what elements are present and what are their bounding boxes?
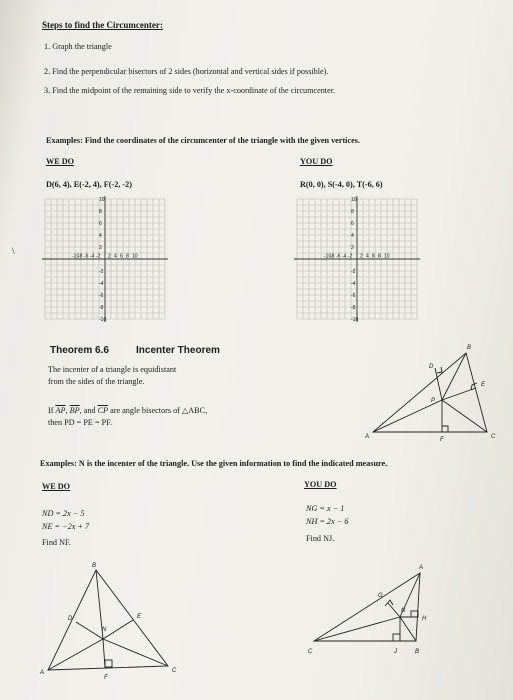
label-c3: C [308,649,313,655]
label-d2: D [68,616,73,622]
grid-you-do-x-tick: -4 [342,253,347,260]
grid-we-do-x-tick: -2 [96,253,101,260]
theorem-line-1: The incenter of a triangle is equidistant [48,365,177,374]
incenter-examples-heading: Examples: N is the incenter of the triangle. Use the given information to find the indicated measure. [40,459,388,468]
segment-bp: $\overline{BP}$ [69,406,80,415]
bisector-ap [373,400,442,432]
we-do-given-2: NE = −2x + 7 [42,522,90,531]
theorem-name: Incenter Theorem [136,345,220,356]
incenter-figure-you-do [308,565,458,675]
cond-and: , and [79,406,96,415]
grid-you-do-x-tick: -6 [336,253,341,260]
bisector-a [48,639,103,670]
we-do-given-1: ND = 2x − 5 [42,509,85,518]
label-b: B [467,345,472,351]
label-e: E [481,382,486,388]
stray-mark: \ [12,246,15,256]
label-p: P [431,398,436,404]
bisector-b3 [400,617,416,641]
grid-you-do-x-tick: -2 [348,253,353,260]
theorem-conclusion: then PD = PE = PF. [48,418,113,427]
label-h3: H [422,616,427,622]
right-angle-f2 [105,660,112,667]
grid-you-do-y-tick: 4 [351,233,354,239]
steps-heading: Steps to find the Circumcenter: [42,20,163,30]
step-3: 3. Find the midpoint of the remaining side to verify the x-coordinate of the circumcenter. [44,86,336,95]
segment-ne [103,620,133,639]
incenter-theorem-figure [345,340,505,443]
grid-you-do-x-tick: -8 [330,253,335,260]
theorem-condition: If $\overline{AP}$, $\overline{BP}$, and $\overline{CP}$ are angle bisectors of △ABC, [48,406,208,415]
label-d: D [429,364,434,370]
grid-we-do-y-tick: -10 [99,317,107,323]
segment-nd [76,622,103,639]
right-angle-g [385,600,393,606]
grid-we-do-y-tick: 10 [99,197,105,203]
circumcenter-examples-heading: Examples: Find the coordinates of the circumcenter of the triangle with the given vertices. [46,136,360,145]
grid-you-do-y-tick: 8 [351,209,354,215]
step-2: 2. Find the perpendicular bisectors of 2 sides (horizontal and vertical sides if possible). [44,67,329,76]
label-e2: E [137,614,142,620]
coordinate-grid-you-do [292,196,422,322]
bisector-c3 [314,617,400,641]
grid-we-do-y-tick: 6 [99,221,102,227]
label-c: C [491,434,496,440]
we-do-label: WE DO [46,157,74,166]
grid-you-do-y-tick: 10 [351,197,357,203]
label-n2: N [102,627,107,633]
grid-you-do-x-tick: 2 [360,253,363,260]
you-do-given-1: NG = x − 1 [306,504,345,513]
grid-we-do-y-tick: 4 [99,233,102,239]
grid-you-do-x-tick: 4 [366,253,369,260]
label-g3: G [378,593,383,599]
grid-you-do-y-tick: 2 [351,245,354,251]
label-a2: A [40,670,45,676]
you-do-label: YOU DO [300,157,333,166]
you-do-given-2: NH = 2x − 6 [306,517,349,526]
grid-you-do-y-tick: -4 [351,281,356,287]
grid-we-do-y-tick: 8 [99,209,102,215]
right-angle-h [411,611,418,617]
grid-we-do-y-tick: -2 [99,269,104,275]
incenter-figure-we-do [40,562,180,682]
label-b3: B [415,649,420,655]
right-angle-j [393,634,400,641]
we-do-find: Find NF. [42,538,71,547]
you-do-vertices: R(0, 0), S(-4, 0), T(-6, 6) [300,180,383,189]
grid-we-do-y-tick: 2 [99,245,102,251]
label-n3: N [401,608,406,614]
grid-we-do-y-tick: -6 [99,293,104,299]
grid-you-do-y-tick: -10 [351,317,359,323]
theorem-line-2: from the sides of the triangle. [48,377,145,386]
we-do-vertices: D(6, 4), E(-2, 4), F(-2, -2) [46,180,132,189]
segment-ap: $\overline{AP}$ [55,406,66,415]
label-a: A [365,434,370,440]
grid-you-do-y-tick: -2 [351,269,356,275]
grid-we-do-x-tick: -10 [72,253,80,260]
label-j3: J [394,649,397,655]
grid-we-do-x-tick: -4 [90,253,95,260]
you-do-find: Find NJ. [306,534,335,543]
grid-you-do-x-tick: 6 [372,253,375,260]
grid-we-do-x-tick: 8 [126,253,129,260]
you-do-label-2: YOU DO [304,480,337,489]
grid-you-do-x-tick: -10 [324,253,332,260]
cond-suffix: are angle bisectors of △ABC, [110,406,208,415]
grid-you-do-x-tick: 10 [384,253,390,260]
grid-we-do-y-tick: -4 [99,281,104,287]
we-do-label-2: WE DO [42,482,70,491]
grid-you-do-x-tick: 8 [378,253,381,260]
grid-we-do-x-tick: 10 [132,253,138,260]
label-a3: A [419,565,424,571]
grid-you-do-y-tick: 6 [351,221,354,227]
label-f: F [440,437,444,443]
right-angle-f [442,426,448,432]
segment-ng [388,603,400,617]
theorem-number: Theorem 6.6 [50,345,109,356]
label-c2: C [172,668,177,674]
grid-we-do-x-tick: -8 [78,253,83,260]
segment-cp: $\overline{CP}$ [97,406,109,415]
right-angle-d [437,367,442,373]
label-b2: B [92,563,97,569]
triangle-we-do [48,570,168,670]
grid-we-do-x-tick: 6 [120,253,123,260]
cond-prefix: If [48,406,54,415]
bisector-cp [442,400,487,432]
coordinate-grid-we-do [40,196,170,322]
grid-you-do-y-tick: -8 [351,305,356,311]
grid-we-do-x-tick: 4 [114,253,117,260]
grid-we-do-y-tick: -8 [99,305,104,311]
grid-you-do-y-tick: -6 [351,293,356,299]
grid-we-do-x-tick: -6 [84,253,89,260]
grid-we-do-x-tick: 2 [108,253,111,260]
label-f2: F [104,675,108,681]
step-1: 1. Graph the triangle [44,42,112,51]
